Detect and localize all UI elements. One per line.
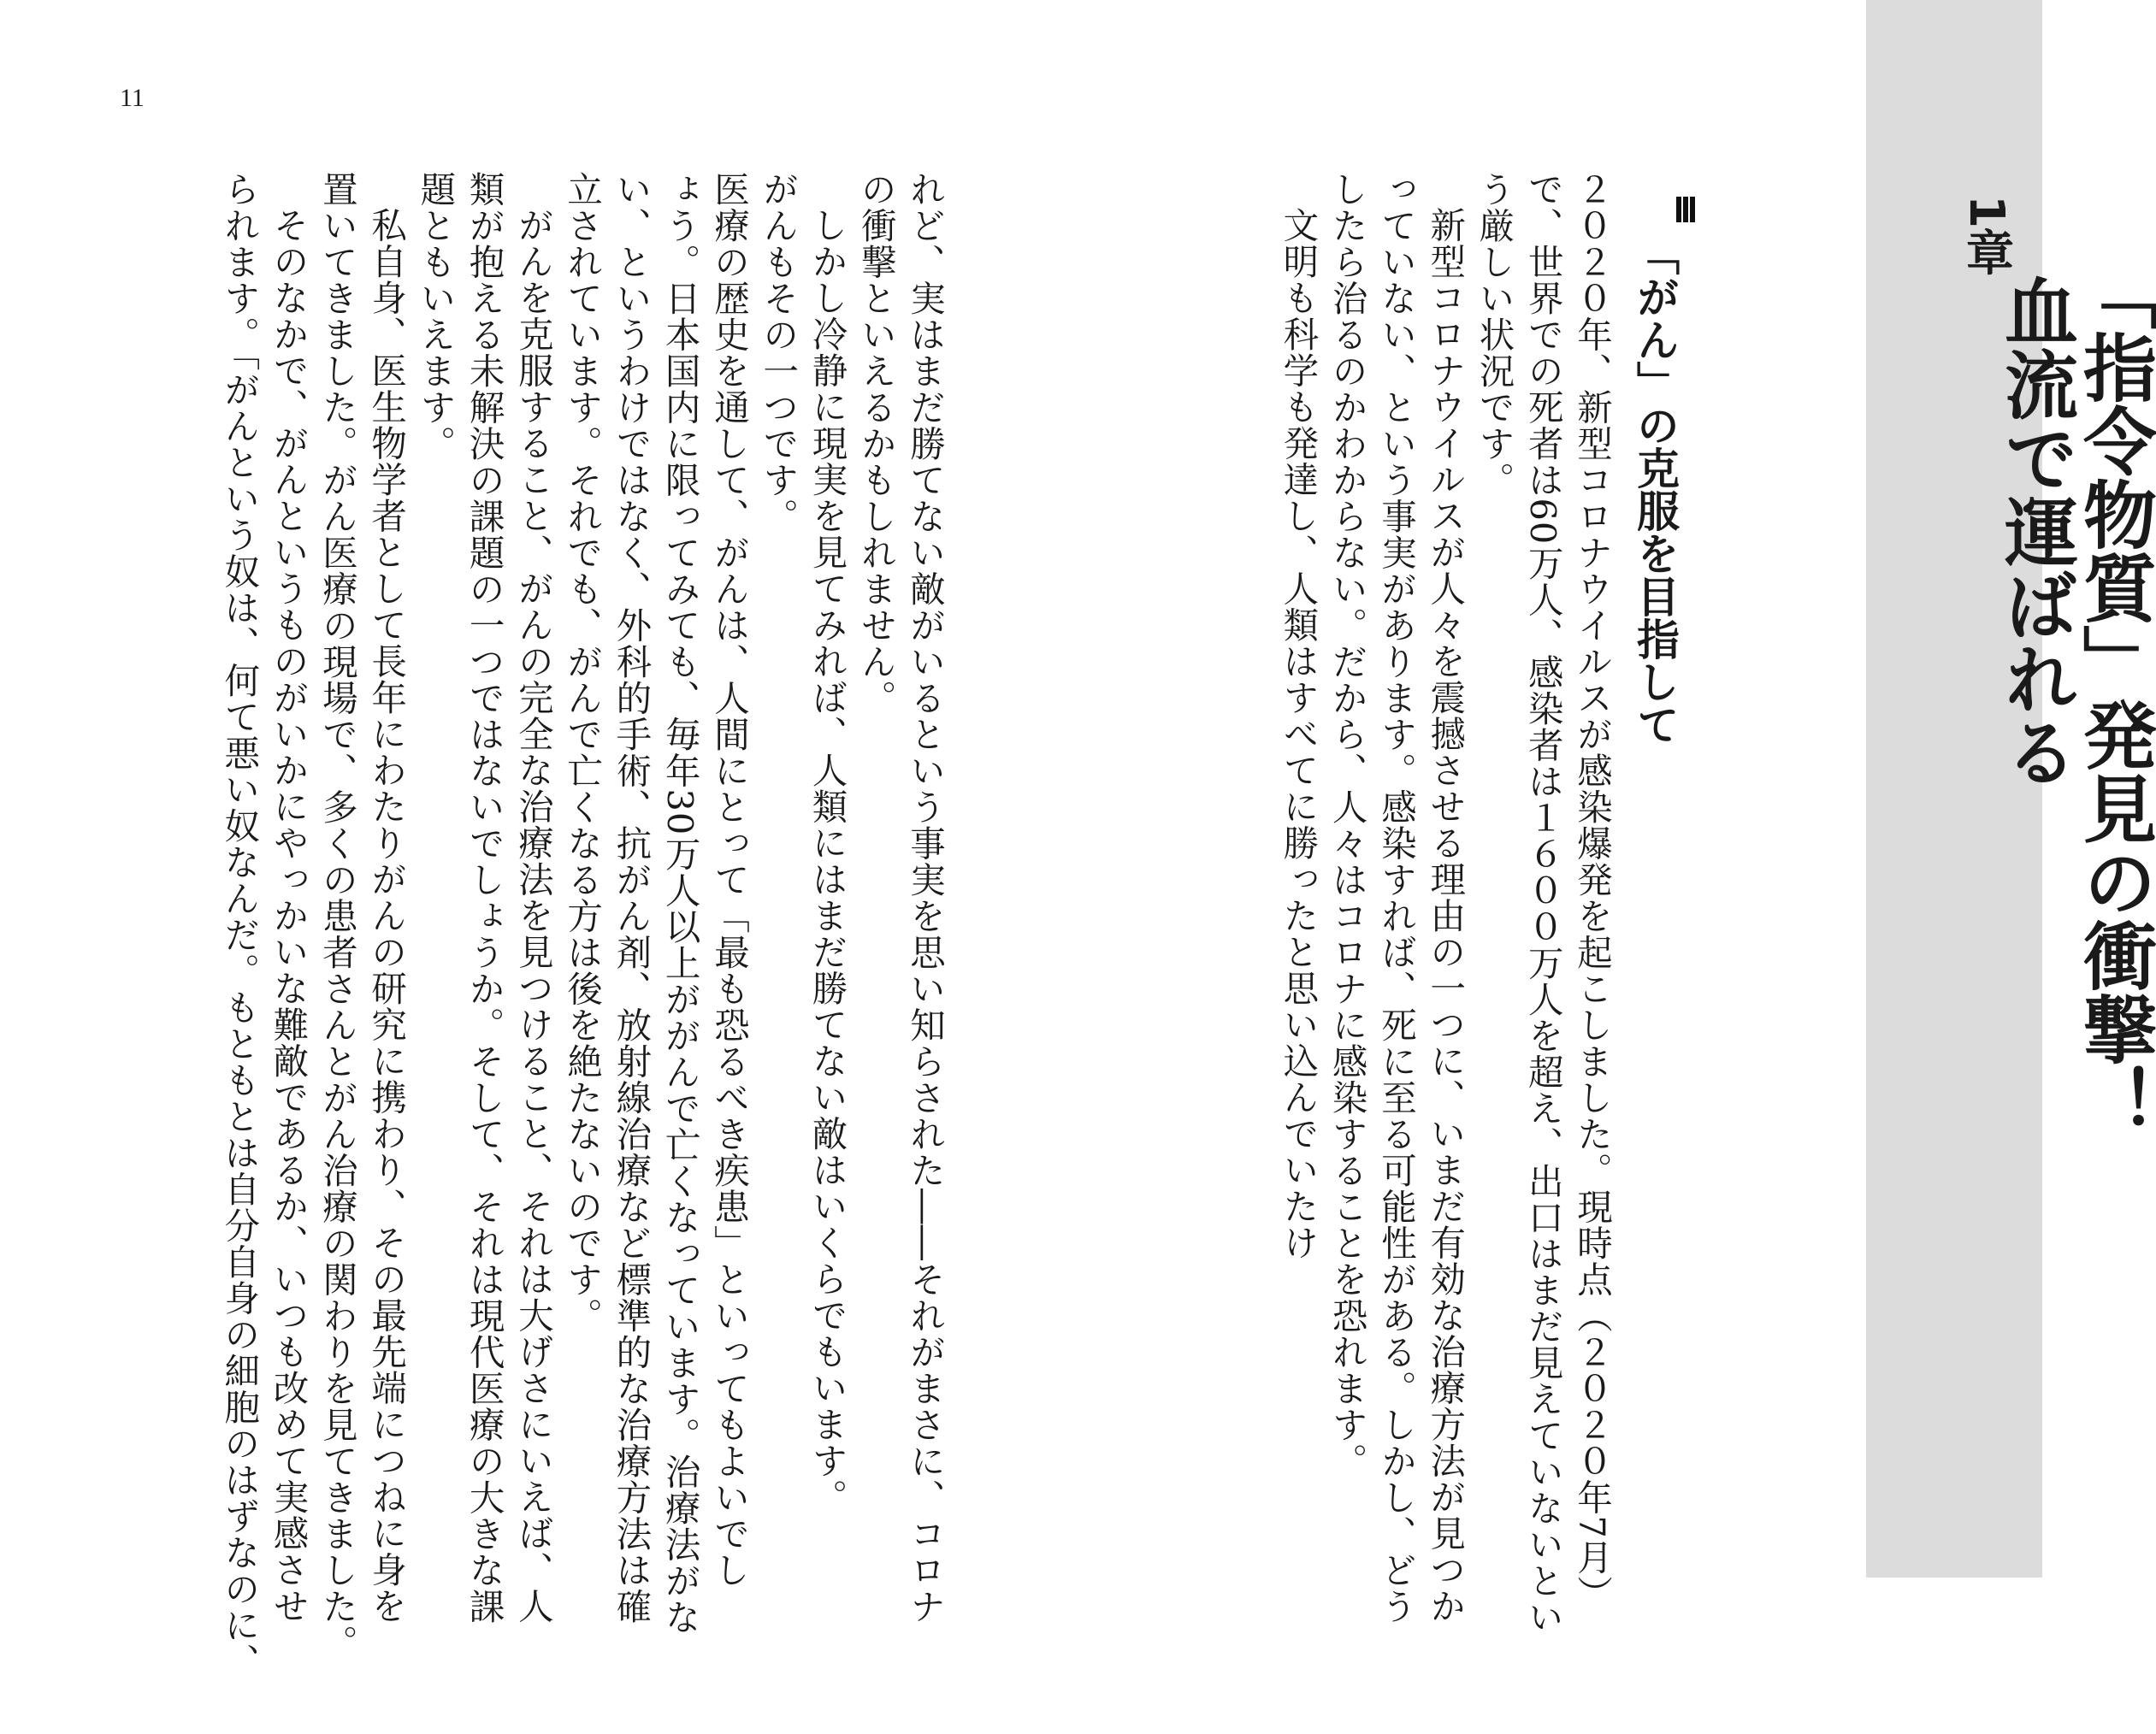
chapter-number: 1章 bbox=[1958, 195, 2014, 276]
chapter-title-line-2: 「指令物質」発見の衝撃！ bbox=[2070, 257, 2156, 1139]
body-line: う厳しい状況です。 bbox=[1473, 171, 1515, 498]
body-line: 立されています。それでも、がんで亡くなる方は後を絶たないのです。 bbox=[561, 171, 604, 1334]
page-number: 11 bbox=[120, 84, 145, 112]
body-line: そのなかで、がんというものがいかにやっかいな難敵であるか、いつも改めて実感させ bbox=[267, 207, 310, 1625]
body-line: られます。「がんという奴は、何て悪い奴なんだ。もともとは自分自身の細胞のはずなのに、 bbox=[218, 171, 261, 1680]
section-heading-rule bbox=[1683, 197, 1688, 222]
body-line: で、世界での死者は60万人、感染者は１６００万人を超え、出口はまだ見えていないとい bbox=[1521, 171, 1564, 1636]
body-text-block-1 bbox=[1257, 171, 1616, 1636]
body-line: ２０２０年、新型コロナウイルスが感染爆発を起こしました。現時点（２０２０年7月） bbox=[1571, 171, 1613, 1612]
body-line: 類が抱える未解決の課題の一つではないでしょうか。そして、それは現代医療の大きな課 bbox=[463, 171, 505, 1625]
body-line: 題ともいえます。 bbox=[414, 171, 457, 462]
body-line: がんを克服すること、がんの完全な治療法を見つけること、それは大げさにいえば、人 bbox=[511, 207, 554, 1625]
section-heading: 「がん」の克服を目指して bbox=[1630, 233, 1680, 746]
section-heading-rule bbox=[1676, 197, 1681, 222]
chapter-title-line-1: 血流で運ばれる bbox=[1992, 274, 2077, 788]
body-line: しかし冷静に現実を見てみれば、人類にはまだ勝てない敵はいくらでもいます。 bbox=[806, 207, 848, 1515]
body-line: 新型コロナウイルスが人々を震撼させる理由の一つに、いまだ有効な治療方法が見つか bbox=[1424, 207, 1467, 1625]
body-line: 文明も科学も発達し、人類はすべてに勝ったと思い込んでいたけ bbox=[1277, 207, 1320, 1261]
body-line: れど、実はまだ勝てない敵がいるという事実を思い知らされた――それがまさに、コロナ bbox=[904, 171, 946, 1625]
section-heading-rule bbox=[1690, 197, 1695, 222]
body-line: の衝撃といえるかもしれません。 bbox=[854, 171, 897, 717]
body-line: 置いてきました。がん医療の現場で、多くの患者さんとがん治療の関わりを見てきました。 bbox=[316, 171, 358, 1661]
body-line: い、というわけではなく、外科的手術、抗がん剤、放射線治療など標準的な治療方法は確 bbox=[610, 171, 653, 1625]
body-line: がんもその一つです。 bbox=[757, 171, 800, 534]
body-line: 医療の歴史を通して、がんは、人間にとって「最も恐るべき疾患」といってもよいでし bbox=[707, 171, 750, 1589]
body-line: したら治るのかわからない。だから、人々はコロナに感染することを恐れます。 bbox=[1326, 171, 1368, 1479]
body-line: っていない、という事実があります。感染すれば、死に至る可能性がある。しかし、どう bbox=[1374, 171, 1417, 1625]
body-line: ょう。日本国内に限ってみても、毎年30万人以上ががんで亡くなっています。治療法がな bbox=[659, 171, 701, 1636]
body-line: 私自身、医生物学者として長年にわたりがんの研究に携わり、その最先端につねに身を bbox=[365, 207, 408, 1625]
body-text-block-2 bbox=[94, 171, 949, 1680]
